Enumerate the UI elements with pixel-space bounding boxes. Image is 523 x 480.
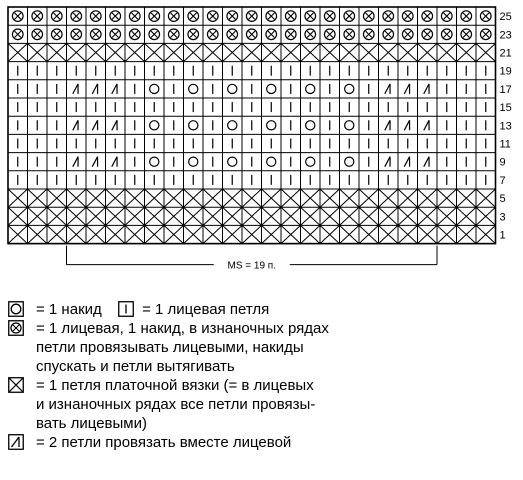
yarn-over-icon (149, 29, 160, 40)
garter-stitch-icon (86, 43, 106, 61)
garter-stitch-icon (164, 189, 184, 207)
yarn-over-icon (363, 11, 374, 22)
row-number: 19 (499, 65, 512, 78)
yarn-over-icon (306, 121, 315, 130)
k2tog-icon (73, 120, 78, 130)
yarn-over-icon (345, 157, 354, 166)
garter-stitch-icon (242, 43, 262, 61)
yarn-over-icon (150, 157, 159, 166)
legend-elongated-line-2: петли провязывать лицевыми, накиды (36, 339, 304, 356)
yarn-over-icon (285, 29, 296, 40)
garter-stitch-icon (281, 225, 301, 243)
garter-stitch-icon (398, 225, 418, 243)
garter-stitch-icon (340, 189, 360, 207)
yarn-over-icon (71, 29, 82, 40)
garter-stitch-icon (164, 43, 184, 61)
row-number: 17 (499, 83, 512, 96)
garter-stitch-icon (8, 189, 28, 207)
k2tog-icon (73, 157, 78, 167)
yarn-over-icon (246, 11, 257, 22)
garter-stitch-icon (437, 189, 457, 207)
k2tog-icon (424, 157, 429, 167)
garter-stitch-icon (457, 43, 477, 61)
garter-stitch-icon (28, 207, 48, 225)
legend-knit-stitch-text: = 1 лицевая петля (142, 301, 270, 318)
garter-stitch-icon (145, 225, 165, 243)
yarn-over-icon (32, 11, 43, 22)
k2tog-icon (404, 120, 409, 130)
row-number: 9 (499, 156, 506, 169)
garter-stitch-icon (320, 225, 340, 243)
garter-stitch-icon (125, 225, 145, 243)
garter-stitch-icon (340, 43, 360, 61)
garter-stitch-icon (184, 225, 204, 243)
garter-stitch-icon (476, 43, 496, 61)
legend-k2tog-text: = 2 петли провязать вместе лицевой (36, 434, 292, 451)
row-number: 25 (499, 11, 512, 24)
yarn-over-icon (189, 84, 198, 93)
garter-stitch-icon (301, 43, 321, 61)
legend-elongated-line-3: спускать и петли вытягивать (36, 358, 235, 375)
yarn-over-icon (266, 11, 277, 22)
knit-stitch-icon (118, 301, 134, 317)
garter-stitch-icon (418, 189, 438, 207)
garter-stitch-icon (281, 207, 301, 225)
yarn-over-icon (207, 29, 218, 40)
yarn-over-icon (324, 29, 335, 40)
k2tog-icon (385, 84, 390, 94)
garter-stitch-icon (457, 225, 477, 243)
garter-stitch-icon (418, 43, 438, 61)
garter-stitch-icon (398, 189, 418, 207)
garter-stitch-icon (320, 189, 340, 207)
garter-stitch-icon (379, 225, 399, 243)
garter-stitch-icon (86, 207, 106, 225)
k2tog-icon (8, 434, 24, 450)
yarn-over-icon (71, 11, 82, 22)
row-number: 15 (499, 102, 512, 115)
garter-stitch-icon (106, 207, 126, 225)
yarn-over-icon (227, 11, 238, 22)
legend-garter-line-1: = 1 петля платочной вязки (= в лицевых (36, 377, 314, 394)
garter-stitch-icon (398, 207, 418, 225)
yarn-over-icon (12, 29, 23, 40)
yarn-over-icon (150, 84, 159, 93)
k2tog-icon (424, 120, 429, 130)
garter-stitch-icon (379, 189, 399, 207)
k2tog-icon (112, 157, 117, 167)
yarn-over-icon (228, 84, 237, 93)
garter-stitch-icon (8, 225, 28, 243)
yarn-over-icon (266, 29, 277, 40)
garter-stitch-icon (8, 43, 28, 61)
yarn-over-icon (441, 11, 452, 22)
yarn-over-icon (246, 29, 257, 40)
garter-stitch-icon (418, 225, 438, 243)
legend-garter-line-3: вать лицевыми) (36, 415, 147, 432)
row-number: 7 (499, 174, 506, 187)
garter-stitch-icon (203, 225, 223, 243)
garter-stitch-icon (340, 225, 360, 243)
yarn-over-icon (188, 11, 199, 22)
garter-stitch-icon (359, 43, 379, 61)
garter-stitch-icon (67, 207, 87, 225)
yarn-over-icon (129, 11, 140, 22)
garter-stitch-icon (379, 207, 399, 225)
garter-stitch-icon (262, 225, 282, 243)
legend-row-elongated (8, 319, 518, 338)
yarn-over-icon (267, 157, 276, 166)
garter-stitch-icon (223, 189, 243, 207)
garter-stitch-icon (86, 225, 106, 243)
garter-stitch-icon (398, 43, 418, 61)
garter-stitch-icon (262, 43, 282, 61)
garter-stitch-icon (86, 189, 106, 207)
k2tog-icon (404, 84, 409, 94)
yarn-over-icon (285, 11, 296, 22)
garter-stitch-icon (437, 225, 457, 243)
yarn-over-icon (207, 11, 218, 22)
k2tog-icon (92, 84, 97, 94)
legend-yarn-over-text: = 1 накид (36, 301, 102, 318)
garter-stitch-icon (223, 225, 243, 243)
chart-cells (8, 11, 496, 244)
yarn-over-icon (383, 29, 394, 40)
yarn-over-icon (149, 11, 160, 22)
garter-stitch-icon (28, 43, 48, 61)
row-number: 23 (499, 29, 512, 42)
garter-stitch-icon (203, 207, 223, 225)
garter-stitch-icon (301, 189, 321, 207)
garter-stitch-icon (359, 225, 379, 243)
yarn-over-icon (8, 301, 24, 317)
row-number: 21 (499, 47, 512, 60)
garter-stitch-icon (223, 43, 243, 61)
yarn-over-icon (383, 11, 394, 22)
yarn-over-icon (344, 11, 355, 22)
yarn-over-icon (189, 121, 198, 130)
garter-stitch-icon (67, 189, 87, 207)
yarn-over-icon (305, 11, 316, 22)
k2tog-icon (92, 120, 97, 130)
garter-stitch-icon (125, 207, 145, 225)
yarn-over-icon (227, 29, 238, 40)
yarn-over-icon (480, 29, 491, 40)
yarn-over-icon (422, 29, 433, 40)
legend (8, 300, 518, 452)
garter-stitch-icon (457, 189, 477, 207)
yarn-over-icon (345, 121, 354, 130)
yarn-over-icon (344, 29, 355, 40)
garter-stitch-icon (359, 207, 379, 225)
garter-stitch-icon (164, 207, 184, 225)
garter-stitch-icon (320, 43, 340, 61)
garter-stitch-icon (47, 225, 67, 243)
garter-stitch-icon (8, 207, 28, 225)
garter-stitch-icon (67, 43, 87, 61)
garter-stitch-icon (125, 189, 145, 207)
yarn-over-icon (150, 121, 159, 130)
garter-stitch-icon (281, 189, 301, 207)
elongated-stitch-icon (8, 320, 24, 336)
legend-garter-line-2: и изнаночных рядах все петли провязы- (36, 396, 316, 413)
k2tog-icon (73, 84, 78, 94)
yarn-over-icon (168, 29, 179, 40)
k2tog-icon (112, 84, 117, 94)
garter-stitch-icon (418, 207, 438, 225)
garter-stitch-icon (476, 207, 496, 225)
k2tog-icon (92, 157, 97, 167)
garter-stitch-icon (203, 43, 223, 61)
garter-stitch-icon (262, 189, 282, 207)
yarn-over-icon (402, 29, 413, 40)
yarn-over-icon (363, 29, 374, 40)
yarn-over-icon (110, 29, 121, 40)
k2tog-icon (385, 157, 390, 167)
yarn-over-icon (306, 157, 315, 166)
garter-stitch-icon (281, 43, 301, 61)
yarn-over-icon (461, 29, 472, 40)
yarn-over-icon (188, 29, 199, 40)
yarn-over-icon (461, 11, 472, 22)
yarn-over-icon (228, 121, 237, 130)
yarn-over-icon (51, 29, 62, 40)
garter-stitch-icon (242, 225, 262, 243)
yarn-over-icon (228, 157, 237, 166)
yarn-over-icon (12, 11, 23, 22)
yarn-over-icon (422, 11, 433, 22)
yarn-over-icon (51, 11, 62, 22)
garter-stitch-icon (106, 225, 126, 243)
garter-stitch-icon (145, 207, 165, 225)
garter-stitch-icon (457, 207, 477, 225)
garter-stitch-icon (145, 43, 165, 61)
garter-stitch-icon (47, 207, 67, 225)
repeat-label: MS = 19 п. (227, 260, 276, 272)
legend-row-k2tog (8, 433, 518, 452)
yarn-over-icon (267, 121, 276, 130)
garter-stitch-icon (8, 377, 24, 393)
k2tog-icon (112, 120, 117, 130)
row-number: 13 (499, 120, 512, 133)
yarn-over-icon (129, 29, 140, 40)
garter-stitch-icon (203, 189, 223, 207)
garter-stitch-icon (47, 43, 67, 61)
garter-stitch-icon (320, 207, 340, 225)
yarn-over-icon (441, 29, 452, 40)
garter-stitch-icon (242, 189, 262, 207)
yarn-over-icon (32, 29, 43, 40)
yarn-over-icon (324, 11, 335, 22)
row-number: 1 (499, 229, 506, 242)
yarn-over-icon (305, 29, 316, 40)
garter-stitch-icon (262, 207, 282, 225)
row-number: 11 (499, 138, 511, 151)
legend-row-yarn-over (8, 300, 518, 319)
garter-stitch-icon (106, 189, 126, 207)
k2tog-icon (385, 120, 390, 130)
garter-stitch-icon (359, 189, 379, 207)
yarn-over-icon (402, 11, 413, 22)
garter-stitch-icon (67, 225, 87, 243)
yarn-over-icon (480, 11, 491, 22)
legend-elongated-line-1: = 1 лицевая, 1 накид, в изнаночных рядах (36, 320, 329, 337)
row-number: 5 (499, 193, 506, 206)
garter-stitch-icon (106, 43, 126, 61)
garter-stitch-icon (476, 225, 496, 243)
garter-stitch-icon (379, 43, 399, 61)
yarn-over-icon (110, 11, 121, 22)
yarn-over-icon (345, 84, 354, 93)
yarn-over-icon (168, 11, 179, 22)
garter-stitch-icon (184, 43, 204, 61)
garter-stitch-icon (47, 189, 67, 207)
garter-stitch-icon (145, 189, 165, 207)
garter-stitch-icon (164, 225, 184, 243)
garter-stitch-icon (28, 225, 48, 243)
k2tog-icon (404, 157, 409, 167)
yarn-over-icon (189, 157, 198, 166)
k2tog-icon (424, 84, 429, 94)
garter-stitch-icon (301, 207, 321, 225)
yarn-over-icon (90, 29, 101, 40)
legend-row-garter (8, 376, 518, 395)
yarn-over-icon (267, 84, 276, 93)
garter-stitch-icon (301, 225, 321, 243)
garter-stitch-icon (184, 189, 204, 207)
garter-stitch-icon (340, 207, 360, 225)
yarn-over-icon (306, 84, 315, 93)
garter-stitch-icon (242, 207, 262, 225)
garter-stitch-icon (476, 189, 496, 207)
row-number: 3 (499, 211, 506, 224)
garter-stitch-icon (125, 43, 145, 61)
yarn-over-icon (90, 11, 101, 22)
garter-stitch-icon (437, 43, 457, 61)
garter-stitch-icon (223, 207, 243, 225)
garter-stitch-icon (28, 189, 48, 207)
garter-stitch-icon (184, 207, 204, 225)
garter-stitch-icon (437, 207, 457, 225)
